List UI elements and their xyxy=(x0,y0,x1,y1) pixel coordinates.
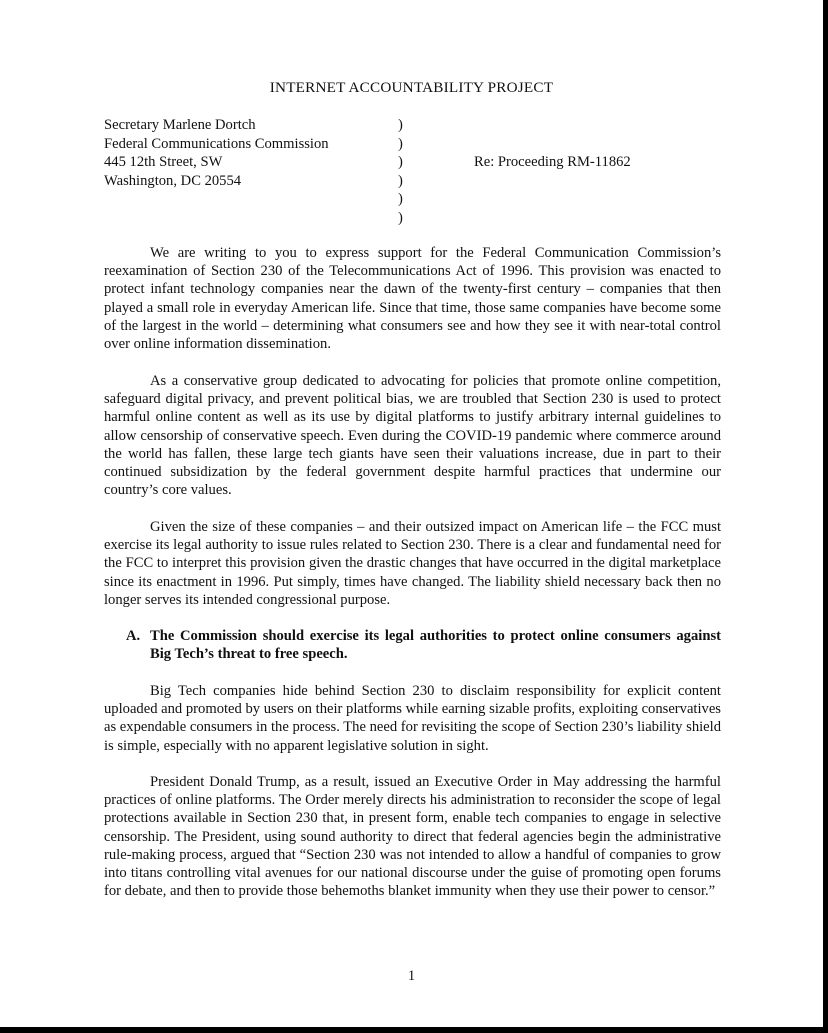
page-number: 1 xyxy=(407,968,416,984)
recipient-line: 445 12th Street, SW xyxy=(104,154,223,170)
re-proceeding-line: Re: Proceeding RM-11862 xyxy=(474,154,631,170)
caption-paren: ) xyxy=(398,135,403,152)
caption-paren: ) xyxy=(398,172,403,189)
recipient-line: Secretary Marlene Dortch xyxy=(104,117,256,133)
document-title: INTERNET ACCOUNTABILITY PROJECT xyxy=(269,79,554,96)
caption-paren: ) xyxy=(398,117,403,133)
section-a-heading xyxy=(104,627,721,663)
section-heading-text: The Commission should exercise its legal authorities to protect online consumers against Big Tech’s threat to free speech. xyxy=(150,628,721,663)
recipient-line: Federal Communications Commission xyxy=(104,135,329,152)
caption-paren: ) xyxy=(398,209,403,226)
body-paragraph: Given the size of these companies – and their outsized impact on American life – the FCC must exercise its legal authority to issue rules related to Section 230. There is a clear and fundamental need for the FCC to interpret this provision given the drastic changes that have occurred in the digital marketplace since its enactment in 1996. Put simply, times have changed. The liability shield necessary back then no longer serves its intended congressional purpose. xyxy=(104,519,721,608)
body-paragraph: Big Tech companies hide behind Section 230 to disclaim responsibility for explicit content uploaded and promoted by users on their platforms while earning sizable profits, exploiting conservatives as expendable consumers in the process. The need for revisiting the scope of Section 230’s liability shield is simple, especially with no apparent legislative solution in sight. xyxy=(104,683,721,754)
body-paragraph: President Donald Trump, as a result, issued an Executive Order in May addressing the harmful practices of online platforms. The Order merely directs his administration to reconsider the scope of legal protections available in Section 230 that, in present form, enable tech companies to engage in selective censorship. The President, using sound authority to direct that federal agencies begin the administrative rule-making process, argued that “Section 230 was not intended to allow a handful of companies to grow into titans controlling vital avenues for our national discourse under the guise of promoting open forums for debate, and then to provide those behemoths blanket immunity when they use their power to censor.” xyxy=(104,774,721,900)
recipient-line: Washington, DC 20554 xyxy=(104,172,242,189)
section-letter: A. xyxy=(126,628,141,644)
caption-paren: ) xyxy=(398,191,403,207)
caption-parentheses xyxy=(398,116,403,227)
caption-paren: ) xyxy=(398,154,403,170)
recipient-address-block xyxy=(104,116,329,190)
body-paragraph: As a conservative group dedicated to advocating for policies that promote online competition, safeguard digital privacy, and prevent political bias, we are troubled that Section 230 is used to protect harmful online content as well as its use by digital platforms to justify arbitrary internal guidelines to allow censorship of conservative speech. Even during the COVID-19 pandemic where commerce around the world has fallen, these large tech giants have seen their valuations increase, due in part to their continued subsidization by the federal government despite harmful practices that undermine our country’s core values. xyxy=(104,373,721,499)
body-paragraph: We are writing to you to express support for the Federal Communication Commission’s reexamination of Section 230 of the Telecommunications Act of 1996. This provision was enacted to protect infant technology companies near the dawn of the twenty-first century – companies that then played a small role in everyday American life. Since that time, those same companies have become some of the largest in the world – determining what consumers see and how they see it with near-total control over online information dissemination. xyxy=(104,245,721,353)
